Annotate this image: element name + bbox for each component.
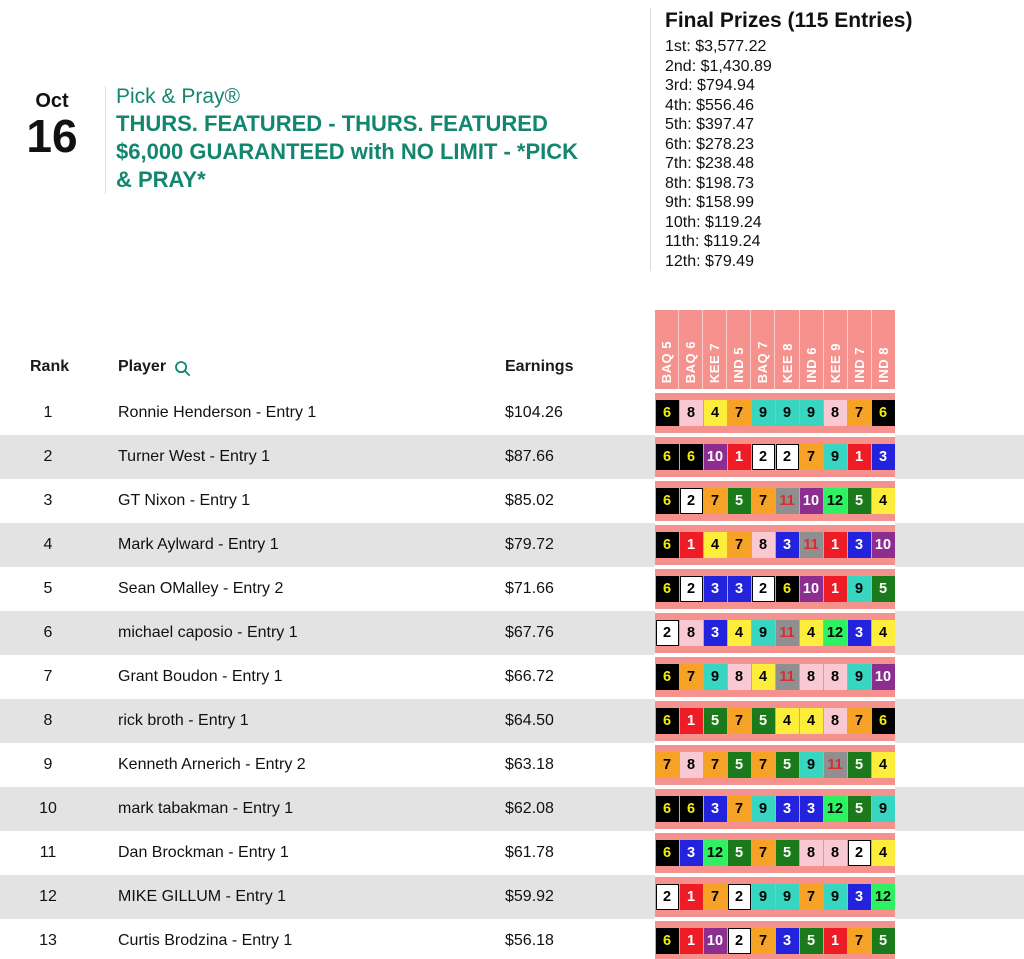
pick-cell: 9 <box>848 664 871 690</box>
player-column-header <box>118 347 191 387</box>
pick-cell: 8 <box>680 400 703 426</box>
prize-item: 3rd: $794.94 <box>665 77 755 94</box>
pick-cell: 9 <box>752 884 775 910</box>
pick-cell: 5 <box>728 488 751 514</box>
pick-cell: 8 <box>824 708 847 734</box>
pick-cell: 7 <box>728 532 751 558</box>
pick-cell: 3 <box>872 444 895 470</box>
pick-cell: 10 <box>800 576 823 602</box>
pick-cell: 9 <box>872 796 895 822</box>
pick-cell: 4 <box>776 708 799 734</box>
earnings-cell: $56.18 <box>505 932 554 949</box>
table-row[interactable] <box>0 743 1024 787</box>
pick-cell: 1 <box>824 928 847 954</box>
picks-band <box>655 743 895 787</box>
race-column <box>726 310 750 389</box>
player-cell: MIKE GILLUM - Entry 1 <box>118 888 287 905</box>
earnings-cell: $85.02 <box>505 492 554 509</box>
picks-band <box>655 435 895 479</box>
race-column <box>774 310 798 389</box>
pick-cell: 2 <box>776 444 799 470</box>
rank-cell: 4 <box>43 536 53 553</box>
pick-cell: 1 <box>824 532 847 558</box>
table-row[interactable] <box>0 919 1024 959</box>
pick-cell: 7 <box>728 400 751 426</box>
search-icon[interactable] <box>174 360 191 377</box>
pick-cell: 5 <box>728 752 751 778</box>
pick-cell: 3 <box>728 576 751 602</box>
picks-band <box>655 611 895 655</box>
rank-cell: 3 <box>43 492 53 509</box>
table-row[interactable] <box>0 787 1024 831</box>
table-row[interactable] <box>0 699 1024 743</box>
player-cell: Sean OMalley - Entry 2 <box>118 580 284 597</box>
rank-cell: 7 <box>43 668 53 685</box>
prize-item: 1st: $3,577.22 <box>665 38 767 55</box>
pick-cell: 9 <box>800 752 823 778</box>
pick-cell: 12 <box>704 840 727 866</box>
pick-cell: 6 <box>656 796 679 822</box>
pick-cell: 8 <box>680 752 703 778</box>
event-title-line: THURS. FEATURED - THURS. FEATURED <box>116 111 548 136</box>
rank-column-header: Rank <box>30 358 70 375</box>
table-row[interactable] <box>0 875 1024 919</box>
picks-band <box>655 523 895 567</box>
picks-band <box>655 919 895 959</box>
pick-cell: 7 <box>704 752 727 778</box>
pick-cell: 1 <box>680 708 703 734</box>
player-cell: Mark Aylward - Entry 1 <box>118 536 279 553</box>
pick-cell: 11 <box>824 752 847 778</box>
pick-cell: 7 <box>680 664 703 690</box>
pick-cell: 9 <box>752 620 775 646</box>
pick-cell: 7 <box>752 488 775 514</box>
pick-cell: 3 <box>848 620 871 646</box>
pick-cell: 3 <box>800 796 823 822</box>
pick-cell: 6 <box>656 488 679 514</box>
pick-cell: 2 <box>728 928 751 954</box>
race-column <box>871 310 895 389</box>
pick-cell: 5 <box>776 840 799 866</box>
pick-cell: 9 <box>704 664 727 690</box>
pick-cell: 5 <box>872 576 895 602</box>
pick-cell: 7 <box>848 928 871 954</box>
race-column <box>750 310 774 389</box>
pick-cell: 10 <box>872 532 895 558</box>
pick-cell: 5 <box>848 796 871 822</box>
pick-cell: 5 <box>872 928 895 954</box>
race-column-label: KEE 7 <box>707 342 723 383</box>
earnings-cell: $104.26 <box>505 404 563 421</box>
pick-cell: 7 <box>704 884 727 910</box>
player-cell: Curtis Brodzina - Entry 1 <box>118 932 293 949</box>
pick-cell: 9 <box>848 576 871 602</box>
pick-cell: 4 <box>872 620 895 646</box>
prize-item: 8th: $198.73 <box>665 174 754 192</box>
race-column-label: IND 6 <box>803 347 819 383</box>
pick-cell: 2 <box>728 884 751 910</box>
pick-cell: 9 <box>776 884 799 910</box>
pick-cell: 6 <box>656 444 679 470</box>
pick-cell: 4 <box>704 532 727 558</box>
pick-cell: 1 <box>680 532 703 558</box>
earnings-cell: $71.66 <box>505 580 554 597</box>
leaderboard-rows <box>0 391 1024 959</box>
pick-cell: 7 <box>752 840 775 866</box>
prize-item: 12th: $79.49 <box>665 252 754 270</box>
pick-cell: 1 <box>728 444 751 470</box>
rank-cell: 5 <box>43 580 53 597</box>
pick-cell: 8 <box>824 664 847 690</box>
table-row[interactable] <box>0 611 1024 655</box>
pick-cell: 2 <box>752 444 775 470</box>
pick-cell: 9 <box>752 796 775 822</box>
prize-item: 7th: $238.48 <box>665 155 754 172</box>
pick-cell: 7 <box>848 708 871 734</box>
pick-cell: 12 <box>872 884 895 910</box>
picks-band <box>655 831 895 875</box>
pick-cell: 4 <box>752 664 775 690</box>
pick-cell: 7 <box>752 928 775 954</box>
earnings-cell: $67.76 <box>505 624 554 641</box>
pick-cell: 8 <box>680 620 703 646</box>
pick-cell: 3 <box>848 532 871 558</box>
pick-cell: 7 <box>752 752 775 778</box>
rank-cell: 1 <box>43 404 53 421</box>
player-cell: rick broth - Entry 1 <box>118 712 249 729</box>
pick-cell: 7 <box>800 884 823 910</box>
player-column-label: Player <box>118 358 167 375</box>
event-title-line: & PRAY* <box>116 167 206 192</box>
race-column <box>678 310 702 389</box>
pick-cell: 8 <box>752 532 775 558</box>
pick-cell: 10 <box>800 488 823 514</box>
earnings-cell: $66.72 <box>505 668 554 685</box>
prize-item: 6th: $278.23 <box>665 135 754 153</box>
pick-cell: 1 <box>824 576 847 602</box>
table-row[interactable] <box>0 567 1024 611</box>
earnings-cell: $63.18 <box>505 756 554 773</box>
pick-cell: 4 <box>872 840 895 866</box>
table-row[interactable] <box>0 831 1024 875</box>
pick-cell: 3 <box>704 620 727 646</box>
pick-cell: 6 <box>656 708 679 734</box>
pick-cell: 6 <box>656 576 679 602</box>
prize-item: 10th: $119.24 <box>665 213 762 231</box>
earnings-cell: $87.66 <box>505 448 554 465</box>
picks-band <box>655 875 895 919</box>
earnings-cell: $59.92 <box>505 888 554 905</box>
pick-cell: 8 <box>824 400 847 426</box>
pick-cell: 6 <box>680 796 703 822</box>
prize-item: 9th: $158.99 <box>665 194 754 211</box>
pick-cell: 4 <box>704 400 727 426</box>
pick-cell: 4 <box>872 752 895 778</box>
player-cell: Ronnie Henderson - Entry 1 <box>118 404 317 421</box>
pick-cell: 2 <box>848 840 871 866</box>
pick-cell: 6 <box>656 532 679 558</box>
pick-cell: 6 <box>656 400 679 426</box>
pick-cell: 8 <box>800 840 823 866</box>
picks-band <box>655 787 895 831</box>
pick-cell: 3 <box>704 576 727 602</box>
pick-cell: 2 <box>680 488 703 514</box>
table-header <box>0 347 650 387</box>
race-column <box>823 310 847 389</box>
race-columns-header <box>655 310 895 389</box>
pick-cell: 5 <box>776 752 799 778</box>
prize-item: 5th: $397.47 <box>665 116 754 133</box>
rank-cell: 6 <box>43 624 53 641</box>
race-column-label: IND 8 <box>875 347 891 383</box>
earnings-column-header: Earnings <box>505 358 574 375</box>
pick-cell: 5 <box>800 928 823 954</box>
pick-cell: 5 <box>728 840 751 866</box>
pick-cell: 2 <box>752 576 775 602</box>
pick-cell: 7 <box>728 796 751 822</box>
table-row[interactable] <box>0 391 1024 435</box>
picks-band <box>655 655 895 699</box>
pick-cell: 5 <box>704 708 727 734</box>
rank-cell: 12 <box>39 888 57 905</box>
event-titles <box>116 84 676 194</box>
rank-cell: 11 <box>39 844 57 861</box>
table-row[interactable] <box>0 479 1024 523</box>
picks-band <box>655 479 895 523</box>
player-cell: Grant Boudon - Entry 1 <box>118 668 283 685</box>
pick-cell: 12 <box>824 488 847 514</box>
date-title-divider <box>105 86 106 194</box>
pick-cell: 9 <box>800 400 823 426</box>
pick-cell: 11 <box>776 664 799 690</box>
pick-cell: 7 <box>656 752 679 778</box>
pick-cell: 8 <box>728 664 751 690</box>
pick-cell: 6 <box>656 928 679 954</box>
event-month: Oct <box>35 90 69 112</box>
picks-band <box>655 567 895 611</box>
final-prizes-panel <box>650 8 1024 271</box>
rank-cell: 10 <box>39 800 57 817</box>
pick-cell: 5 <box>848 752 871 778</box>
pick-cell: 2 <box>656 620 679 646</box>
pick-cell: 6 <box>680 444 703 470</box>
pick-cell: 11 <box>776 488 799 514</box>
pick-cell: 7 <box>800 444 823 470</box>
pick-cell: 4 <box>800 620 823 646</box>
final-prizes-title: Final Prizes (115 Entries) <box>665 9 913 32</box>
race-column-label: BAQ 6 <box>683 340 699 383</box>
pick-cell: 10 <box>704 444 727 470</box>
pick-cell: 6 <box>656 664 679 690</box>
pick-cell: 5 <box>752 708 775 734</box>
pick-cell: 4 <box>872 488 895 514</box>
pick-cell: 4 <box>728 620 751 646</box>
earnings-cell: $62.08 <box>505 800 554 817</box>
prize-item: 4th: $556.46 <box>665 96 754 114</box>
pick-cell: 7 <box>848 400 871 426</box>
pick-cell: 2 <box>656 884 679 910</box>
rank-cell: 8 <box>43 712 53 729</box>
pick-cell: 9 <box>752 400 775 426</box>
race-column <box>847 310 871 389</box>
race-column <box>655 310 678 389</box>
earnings-cell: $61.78 <box>505 844 554 861</box>
player-cell: Dan Brockman - Entry 1 <box>118 844 289 861</box>
pick-cell: 6 <box>872 708 895 734</box>
pick-cell: 9 <box>776 400 799 426</box>
event-day: 16 <box>26 110 78 162</box>
pick-cell: 3 <box>704 796 727 822</box>
race-column-label: KEE 9 <box>827 342 843 383</box>
rank-cell: 13 <box>39 932 57 949</box>
picks-band <box>655 391 895 435</box>
pick-cell: 5 <box>848 488 871 514</box>
earnings-cell: $79.72 <box>505 536 554 553</box>
pick-cell: 10 <box>704 928 727 954</box>
earnings-cell: $64.50 <box>505 712 554 729</box>
pick-cell: 3 <box>848 884 871 910</box>
pick-cell: 1 <box>848 444 871 470</box>
pick-cell: 10 <box>872 664 895 690</box>
pick-cell: 6 <box>656 840 679 866</box>
prize-item: 2nd: $1,430.89 <box>665 57 772 75</box>
pick-cell: 3 <box>776 796 799 822</box>
pick-cell: 9 <box>824 884 847 910</box>
picks-band <box>655 699 895 743</box>
pick-cell: 4 <box>800 708 823 734</box>
race-column-label: KEE 8 <box>779 342 795 383</box>
player-cell: Kenneth Arnerich - Entry 2 <box>118 756 306 773</box>
race-column-label: IND 5 <box>731 347 747 383</box>
rank-cell: 9 <box>43 756 53 773</box>
pick-cell: 12 <box>824 796 847 822</box>
prize-item: 11th: $119.24 <box>665 233 761 250</box>
pick-cell: 3 <box>776 928 799 954</box>
race-column <box>799 310 823 389</box>
rank-cell: 2 <box>43 448 53 465</box>
pick-cell: 7 <box>704 488 727 514</box>
player-cell: mark tabakman - Entry 1 <box>118 800 294 817</box>
pick-cell: 12 <box>824 620 847 646</box>
table-row[interactable] <box>0 655 1024 699</box>
pick-cell: 2 <box>680 576 703 602</box>
pick-cell: 8 <box>800 664 823 690</box>
pick-cell: 11 <box>776 620 799 646</box>
race-column <box>702 310 726 389</box>
event-title-line: $6,000 GUARANTEED with NO LIMIT - *PICK <box>116 139 579 164</box>
pick-cell: 6 <box>872 400 895 426</box>
pick-cell: 6 <box>776 576 799 602</box>
table-row[interactable] <box>0 523 1024 567</box>
pick-cell: 11 <box>800 532 823 558</box>
pick-cell: 3 <box>680 840 703 866</box>
player-cell: Turner West - Entry 1 <box>118 448 271 465</box>
race-column-label: IND 7 <box>851 347 867 383</box>
prize-list <box>665 37 1024 271</box>
event-subtitle: Pick & Pray® <box>116 85 241 108</box>
pick-cell: 1 <box>680 884 703 910</box>
table-row[interactable] <box>0 435 1024 479</box>
player-cell: michael caposio - Entry 1 <box>118 624 298 641</box>
pick-cell: 9 <box>824 444 847 470</box>
race-column-label: BAQ 7 <box>755 340 771 383</box>
pick-cell: 3 <box>776 532 799 558</box>
race-column-label: BAQ 5 <box>659 340 675 383</box>
player-cell: GT Nixon - Entry 1 <box>118 492 251 509</box>
pick-cell: 7 <box>728 708 751 734</box>
event-date <box>24 90 80 162</box>
pick-cell: 1 <box>680 928 703 954</box>
pick-cell: 8 <box>824 840 847 866</box>
